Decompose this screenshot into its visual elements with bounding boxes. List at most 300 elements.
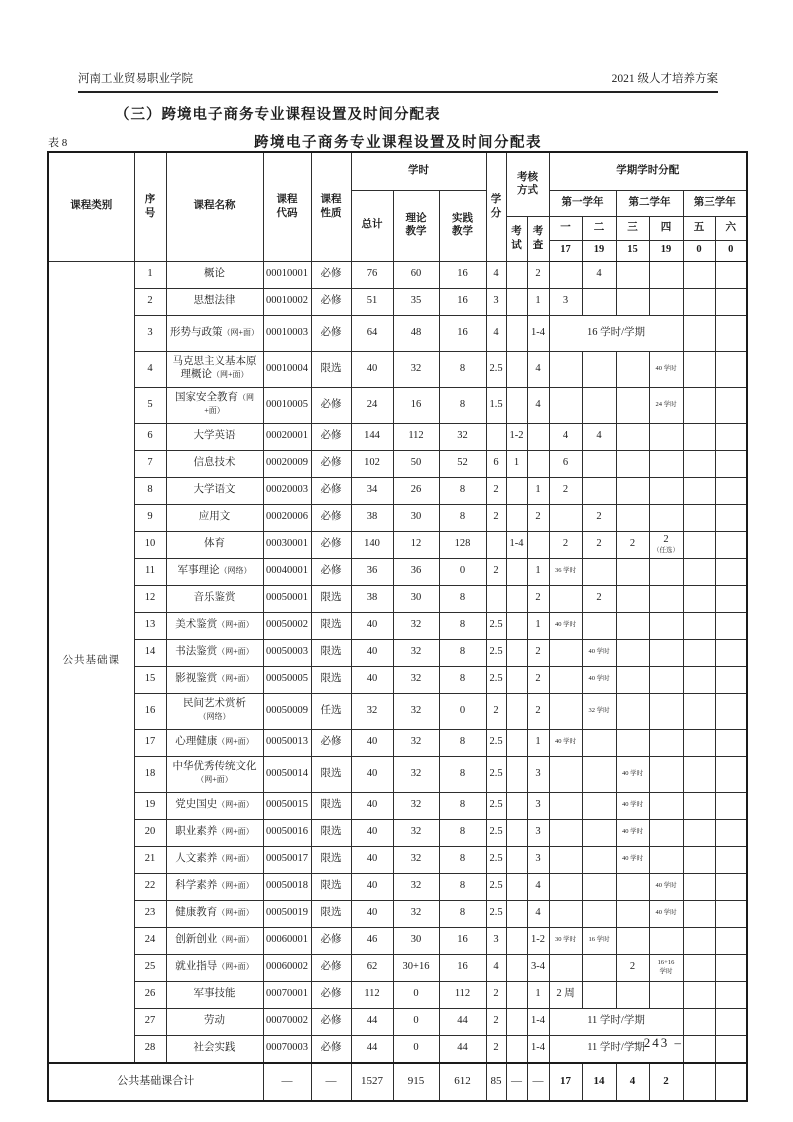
cell-course-nature: 必修 xyxy=(311,531,351,558)
cell-course-code: 00050003 xyxy=(263,639,311,666)
course-row xyxy=(48,288,747,315)
cell-semester-hours xyxy=(582,981,616,1008)
cell-credit: 2.5 xyxy=(486,612,506,639)
cell-total-hours: 64 xyxy=(351,315,393,351)
cell-course-name xyxy=(166,873,263,900)
total-practice-cell: 612 xyxy=(439,1063,486,1101)
cell-semester-hours xyxy=(549,639,582,666)
cell-semester-hours xyxy=(683,423,715,450)
cell-course-nature: 必修 xyxy=(311,504,351,531)
cell-semester-hours xyxy=(683,261,715,288)
cell-semester-hours xyxy=(616,729,649,756)
total-semester-cell: 17 xyxy=(549,1063,582,1101)
cell-course-nature: 限选 xyxy=(311,846,351,873)
course-row xyxy=(48,792,747,819)
cell-total-hours: 38 xyxy=(351,585,393,612)
course-category-cell: 公共基础课 xyxy=(48,261,134,1063)
cell-theory-hours: 16 xyxy=(393,387,439,423)
cell-credit: 4 xyxy=(486,954,506,981)
course-name-text: 信息技术 xyxy=(193,457,236,469)
cell-semester-hours xyxy=(549,819,582,846)
cell-semester-hours xyxy=(683,756,715,792)
course-name-text: 人文素养 xyxy=(175,853,218,865)
cell-course-code: 00070001 xyxy=(263,981,311,1008)
cell-credit: 2 xyxy=(486,477,506,504)
cell-practice-hours: 8 xyxy=(439,612,486,639)
cell-semester-hours xyxy=(582,792,616,819)
cell-total-hours: 144 xyxy=(351,423,393,450)
cell-course-code: 00050001 xyxy=(263,585,311,612)
cell-course-nature: 必修 xyxy=(311,927,351,954)
cell-credit: 4 xyxy=(486,315,506,351)
cell-semester-hours xyxy=(616,450,649,477)
cell-total-hours: 51 xyxy=(351,288,393,315)
cell-practice-hours: 8 xyxy=(439,873,486,900)
cell-total-hours: 112 xyxy=(351,981,393,1008)
cell-exam-sem xyxy=(506,585,527,612)
cell-practice-hours: 8 xyxy=(439,387,486,423)
cell-semester-hours xyxy=(549,927,582,954)
course-name-text: 心理健康 xyxy=(175,736,218,748)
col-header-theory: 理论教学 xyxy=(393,190,439,261)
semester-hours-text: 30 学时 xyxy=(554,936,577,944)
cell-semester-hours: 4 xyxy=(549,423,582,450)
cell-semester-hours xyxy=(616,261,649,288)
course-name-text: 大学英语 xyxy=(193,430,236,442)
cell-semester-hours xyxy=(715,315,747,351)
cell-semester-hours xyxy=(649,531,683,558)
total-semester-cell: 4 xyxy=(616,1063,649,1101)
cell-course-name xyxy=(166,756,263,792)
cell-total-hours: 34 xyxy=(351,477,393,504)
course-row xyxy=(48,1008,747,1035)
cell-credit: 2.5 xyxy=(486,666,506,693)
course-name-text: 美术鉴赏 xyxy=(175,619,218,631)
header-row-1 xyxy=(48,152,747,190)
cell-semester-hours xyxy=(649,477,683,504)
cell-no: 12 xyxy=(134,585,166,612)
cell-semester-hours xyxy=(715,819,747,846)
col-header-no: 序号 xyxy=(134,152,166,261)
cell-no: 22 xyxy=(134,873,166,900)
cell-semester-hours xyxy=(715,792,747,819)
cell-semester-hours xyxy=(715,531,747,558)
cell-course-name xyxy=(166,351,263,387)
cell-semester-hours xyxy=(582,558,616,585)
cell-semester-merged: 16 学时/学期 xyxy=(549,315,683,351)
cell-semester-hours xyxy=(582,351,616,387)
semester-hours-text: 40 学时 xyxy=(554,621,577,629)
cell-credit: 2 xyxy=(486,504,506,531)
cell-course-code: 00050005 xyxy=(263,666,311,693)
cell-theory-hours: 32 xyxy=(393,846,439,873)
cell-check-sem: 3 xyxy=(527,819,549,846)
semester-hours-note: 学时 xyxy=(659,967,673,975)
cell-semester-hours xyxy=(582,288,616,315)
cell-theory-hours: 48 xyxy=(393,315,439,351)
col-header-sem-3: 三 xyxy=(616,216,649,240)
total-semester-cell: 2 xyxy=(649,1063,683,1101)
cell-semester-hours xyxy=(649,450,683,477)
cell-exam-sem xyxy=(506,873,527,900)
cell-theory-hours: 30 xyxy=(393,504,439,531)
sem-week-count-2: 19 xyxy=(582,240,616,261)
course-name-suffix: （网络） xyxy=(219,566,252,576)
cell-practice-hours: 52 xyxy=(439,450,486,477)
cell-check-sem: 1-4 xyxy=(527,315,549,351)
cell-semester-hours xyxy=(616,585,649,612)
cell-practice-hours: 0 xyxy=(439,693,486,729)
cell-check-sem: 3-4 xyxy=(527,954,549,981)
cell-semester-hours xyxy=(683,666,715,693)
cell-course-name xyxy=(166,558,263,585)
cell-course-name xyxy=(166,387,263,423)
cell-course-code: 00010002 xyxy=(263,288,311,315)
course-name-suffix: （网络） xyxy=(198,712,231,721)
course-name-text: 军事理论 xyxy=(177,565,220,577)
cell-check-sem: 4 xyxy=(527,351,549,387)
semester-hours-text: 16 学时 xyxy=(588,936,610,944)
cell-credit: 3 xyxy=(486,927,506,954)
cell-semester-hours xyxy=(549,351,582,387)
cell-semester-hours xyxy=(649,639,683,666)
cell-course-nature: 必修 xyxy=(311,450,351,477)
cell-exam-sem xyxy=(506,927,527,954)
course-name-text: 创新创业 xyxy=(175,934,218,946)
col-header-year3: 第三学年 xyxy=(683,190,747,216)
cell-semester-hours xyxy=(616,927,649,954)
cell-total-hours: 102 xyxy=(351,450,393,477)
cell-check-sem: 1 xyxy=(527,612,549,639)
cell-no: 8 xyxy=(134,477,166,504)
col-header-sem-4: 四 xyxy=(649,216,683,240)
course-name-text: 科学素养 xyxy=(175,880,218,892)
cell-credit: 2.5 xyxy=(486,639,506,666)
cell-semester-hours xyxy=(715,981,747,1008)
cell-semester-hours xyxy=(582,954,616,981)
cell-semester-hours xyxy=(683,450,715,477)
cell-course-name xyxy=(166,531,263,558)
cell-course-nature: 限选 xyxy=(311,900,351,927)
col-header-year2: 第二学年 xyxy=(616,190,683,216)
cell-semester-hours xyxy=(715,846,747,873)
cell-theory-hours: 32 xyxy=(393,900,439,927)
cell-no: 7 xyxy=(134,450,166,477)
cell-practice-hours: 8 xyxy=(439,819,486,846)
cell-no: 19 xyxy=(134,792,166,819)
cell-semester-hours: 2 xyxy=(549,531,582,558)
cell-exam-sem xyxy=(506,756,527,792)
cell-practice-hours: 128 xyxy=(439,531,486,558)
cell-semester-hours xyxy=(649,846,683,873)
cell-total-hours: 40 xyxy=(351,900,393,927)
cell-exam-sem xyxy=(506,981,527,1008)
cell-course-code: 00060001 xyxy=(263,927,311,954)
col-header-code: 课程代码 xyxy=(263,152,311,261)
cell-semester-hours xyxy=(649,792,683,819)
cell-semester-merged: 11 学时/学期 xyxy=(549,1008,683,1035)
course-name-text: 大学语文 xyxy=(193,484,236,496)
cell-semester-hours xyxy=(715,261,747,288)
cell-theory-hours: 0 xyxy=(393,1008,439,1035)
cell-semester-hours xyxy=(683,504,715,531)
cell-exam-sem xyxy=(506,729,527,756)
cell-course-nature: 必修 xyxy=(311,288,351,315)
cell-semester-hours xyxy=(616,612,649,639)
cell-exam-sem: 1 xyxy=(506,450,527,477)
total-semester-cell xyxy=(715,1063,747,1101)
total-row xyxy=(48,1063,747,1101)
cell-course-code: 00010001 xyxy=(263,261,311,288)
cell-semester-hours xyxy=(715,954,747,981)
course-name-suffix: （网+面） xyxy=(217,647,254,657)
cell-credit: 2 xyxy=(486,1008,506,1035)
cell-course-nature: 限选 xyxy=(311,873,351,900)
cell-no: 10 xyxy=(134,531,166,558)
cell-semester-hours xyxy=(582,450,616,477)
cell-semester-hours xyxy=(683,531,715,558)
cell-semester-hours xyxy=(683,819,715,846)
col-header-practice: 实践教学 xyxy=(439,190,486,261)
cell-semester-hours xyxy=(715,450,747,477)
course-name-text: 中华优秀传统文化 xyxy=(172,761,257,773)
course-name-suffix: （网+面） xyxy=(217,935,254,945)
cell-theory-hours: 30 xyxy=(393,927,439,954)
cell-exam-sem xyxy=(506,819,527,846)
cell-semester-hours xyxy=(683,954,715,981)
col-header-year1: 第一学年 xyxy=(549,190,616,216)
cell-semester-hours xyxy=(549,261,582,288)
course-name-suffix: （网+面） xyxy=(217,800,254,810)
semester-hours-text: 40 学时 xyxy=(621,828,644,836)
cell-no: 3 xyxy=(134,315,166,351)
cell-exam-sem xyxy=(506,261,527,288)
semester-hours-text: 40 学时 xyxy=(588,675,610,683)
cell-semester-hours xyxy=(715,585,747,612)
cell-semester-hours xyxy=(683,351,715,387)
cell-credit: 2.5 xyxy=(486,900,506,927)
cell-total-hours: 44 xyxy=(351,1035,393,1063)
cell-course-code: 00010004 xyxy=(263,351,311,387)
cell-course-nature: 必修 xyxy=(311,477,351,504)
cell-semester-hours xyxy=(582,819,616,846)
cell-total-hours: 40 xyxy=(351,612,393,639)
cell-semester-hours xyxy=(683,927,715,954)
cell-check-sem: 2 xyxy=(527,639,549,666)
cell-credit: 2.5 xyxy=(486,873,506,900)
cell-no: 1 xyxy=(134,261,166,288)
cell-course-code: 00010005 xyxy=(263,387,311,423)
course-name-text: 思想法律 xyxy=(193,295,236,307)
cell-course-code: 00050019 xyxy=(263,900,311,927)
course-row xyxy=(48,900,747,927)
course-name-text: 社会实践 xyxy=(193,1042,236,1054)
cell-practice-hours: 8 xyxy=(439,504,486,531)
cell-practice-hours: 16 xyxy=(439,261,486,288)
cell-semester-hours xyxy=(649,819,683,846)
cell-practice-hours: 44 xyxy=(439,1035,486,1063)
cell-semester-hours xyxy=(582,612,616,639)
cell-course-code: 00070002 xyxy=(263,1008,311,1035)
cell-check-sem: 1-4 xyxy=(527,1008,549,1035)
cell-credit: 3 xyxy=(486,288,506,315)
running-header xyxy=(78,70,718,93)
cell-theory-hours: 50 xyxy=(393,450,439,477)
cell-exam-sem: 1-4 xyxy=(506,531,527,558)
cell-semester-hours: 2 xyxy=(616,954,649,981)
course-name-suffix: （网+面） xyxy=(217,737,254,747)
cell-check-sem xyxy=(527,450,549,477)
col-header-name: 课程名称 xyxy=(166,152,263,261)
cell-exam-sem xyxy=(506,792,527,819)
total-theory-cell: 915 xyxy=(393,1063,439,1101)
cell-semester-hours xyxy=(715,1035,747,1063)
cell-course-nature: 必修 xyxy=(311,954,351,981)
cell-semester-hours xyxy=(549,558,582,585)
course-row xyxy=(48,387,747,423)
cell-course-name xyxy=(166,450,263,477)
col-header-check: 考查 xyxy=(527,216,549,261)
course-name-suffix: （网+面） xyxy=(217,908,254,918)
cell-semester-hours xyxy=(616,288,649,315)
course-row xyxy=(48,693,747,729)
section-title: （三）跨境电子商务专业课程设置及时间分配表 xyxy=(115,107,441,123)
cell-course-name xyxy=(166,315,263,351)
total-nature-cell: — xyxy=(311,1063,351,1101)
cell-semester-hours xyxy=(683,693,715,729)
cell-theory-hours: 30 xyxy=(393,585,439,612)
cell-credit: 4 xyxy=(486,261,506,288)
cell-check-sem: 2 xyxy=(527,504,549,531)
cell-semester-hours xyxy=(582,729,616,756)
col-header-assess: 考核方式 xyxy=(506,152,549,216)
cell-practice-hours: 8 xyxy=(439,666,486,693)
cell-semester-hours xyxy=(649,351,683,387)
cell-semester-hours xyxy=(649,693,683,729)
semester-hours-text: 40 学时 xyxy=(655,882,677,890)
cell-semester-hours xyxy=(549,846,582,873)
cell-practice-hours: 8 xyxy=(439,351,486,387)
course-name-suffix: （网+面） xyxy=(211,370,249,379)
table-caption-row xyxy=(48,131,748,149)
cell-semester-hours xyxy=(649,954,683,981)
cell-check-sem: 1 xyxy=(527,288,549,315)
cell-semester-hours: 2 xyxy=(582,585,616,612)
cell-exam-sem: 1-2 xyxy=(506,423,527,450)
cell-semester-hours xyxy=(649,423,683,450)
cell-semester-hours xyxy=(616,504,649,531)
cell-semester-hours: 4 xyxy=(582,261,616,288)
course-row xyxy=(48,756,747,792)
cell-semester-hours xyxy=(582,756,616,792)
cell-course-nature: 必修 xyxy=(311,1035,351,1063)
cell-exam-sem xyxy=(506,954,527,981)
course-name-text: 职业素养 xyxy=(175,826,218,838)
cell-course-name xyxy=(166,1035,263,1063)
cell-semester-hours: 2 xyxy=(582,504,616,531)
cell-exam-sem xyxy=(506,387,527,423)
cell-course-nature: 必修 xyxy=(311,729,351,756)
header-school-name: 河南工业贸易职业学院 xyxy=(78,73,193,85)
course-name-text: 马克思主义基本原理概论 xyxy=(172,356,257,380)
total-code-cell: — xyxy=(263,1063,311,1101)
cell-exam-sem xyxy=(506,1035,527,1063)
cell-practice-hours: 8 xyxy=(439,729,486,756)
cell-course-nature: 限选 xyxy=(311,756,351,792)
cell-semester-hours xyxy=(649,387,683,423)
cell-no: 20 xyxy=(134,819,166,846)
cell-total-hours: 40 xyxy=(351,351,393,387)
cell-course-code: 00020003 xyxy=(263,477,311,504)
cell-course-nature: 限选 xyxy=(311,666,351,693)
course-row xyxy=(48,954,747,981)
col-header-sem-1: 一 xyxy=(549,216,582,240)
cell-semester-hours xyxy=(549,900,582,927)
cell-theory-hours: 12 xyxy=(393,531,439,558)
cell-semester-hours xyxy=(616,387,649,423)
course-row xyxy=(48,504,747,531)
course-row xyxy=(48,846,747,873)
cell-total-hours: 140 xyxy=(351,531,393,558)
cell-course-name xyxy=(166,981,263,1008)
cell-course-nature: 任选 xyxy=(311,693,351,729)
cell-semester-hours xyxy=(582,873,616,900)
cell-course-name xyxy=(166,927,263,954)
cell-check-sem: 4 xyxy=(527,900,549,927)
cell-check-sem: 1-2 xyxy=(527,927,549,954)
course-table-head xyxy=(48,152,747,261)
cell-course-name xyxy=(166,639,263,666)
col-header-hours: 学时 xyxy=(351,152,486,190)
cell-semester-hours xyxy=(582,927,616,954)
page-number: – 243 – xyxy=(630,1035,683,1050)
cell-semester-hours xyxy=(649,981,683,1008)
course-row xyxy=(48,981,747,1008)
cell-semester-hours xyxy=(683,387,715,423)
semester-hours-text: 40 学时 xyxy=(621,855,644,863)
semester-hours-text: 40 学时 xyxy=(621,801,644,809)
cell-course-name xyxy=(166,954,263,981)
cell-theory-hours: 36 xyxy=(393,558,439,585)
cell-no: 27 xyxy=(134,1008,166,1035)
cell-exam-sem xyxy=(506,477,527,504)
cell-course-code: 00050015 xyxy=(263,792,311,819)
cell-no: 14 xyxy=(134,639,166,666)
cell-course-code: 00010003 xyxy=(263,315,311,351)
cell-course-name xyxy=(166,1008,263,1035)
cell-course-nature: 限选 xyxy=(311,612,351,639)
cell-semester-hours xyxy=(683,585,715,612)
cell-semester-hours xyxy=(616,666,649,693)
cell-check-sem: 2 xyxy=(527,666,549,693)
cell-credit: 2 xyxy=(486,981,506,1008)
cell-semester-hours xyxy=(649,927,683,954)
cell-exam-sem xyxy=(506,288,527,315)
cell-semester-hours xyxy=(616,351,649,387)
cell-practice-hours: 8 xyxy=(439,900,486,927)
cell-semester-hours xyxy=(715,423,747,450)
cell-semester-hours xyxy=(582,639,616,666)
cell-exam-sem xyxy=(506,504,527,531)
cell-course-name xyxy=(166,900,263,927)
cell-semester-hours xyxy=(549,756,582,792)
cell-course-nature: 必修 xyxy=(311,981,351,1008)
cell-course-name xyxy=(166,819,263,846)
cell-theory-hours: 26 xyxy=(393,477,439,504)
cell-semester-hours xyxy=(715,666,747,693)
semester-hours-text: 40 学时 xyxy=(655,364,677,372)
cell-semester-hours xyxy=(715,612,747,639)
